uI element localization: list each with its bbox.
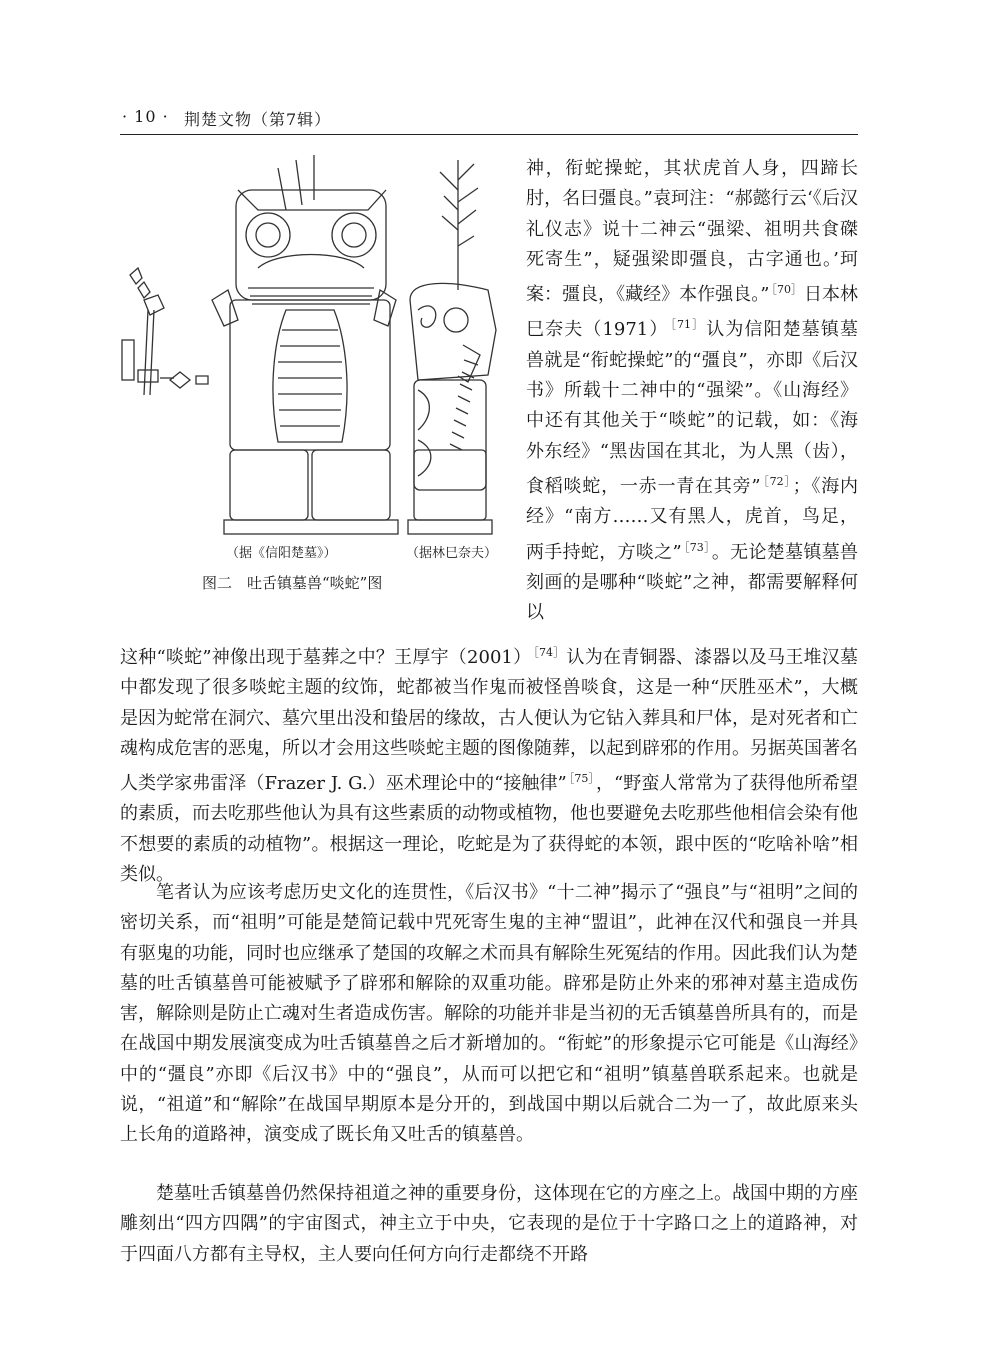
running-header [122, 104, 858, 132]
body-paragraph-1-continued [120, 638, 858, 890]
front-view-drawing [212, 155, 398, 534]
text-run: ，“野蛮人常常为了获得他所希望的素质，而去吃那些他认为具有这些素质的动物或植物，他也要避免去吃那些他相信会染有他不想要的素质的动植物”。根据这一理论，吃蛇是为了获得蛇的本领，跟中医的“吃啥补啥”相类似。 [120, 773, 859, 886]
figure-2 [118, 150, 520, 600]
body-paragraph-3: 楚墓吐舌镇墓兽仍然保持祖道之神的重要身份，这体现在它的方座之上。战国中期的方座雕刻出“四方四隅”的宇宙图式，神主立于中央，它表现的是位于十字路口之上的道路神，对于四面八方都有主导权，主人要向任何方向行走都绕不开路 [120, 1183, 858, 1265]
text-run: 这种“啖蛇”神像出现于墓葬之中？王厚宇（2001） [120, 647, 532, 668]
reference-marker: ［74］ [533, 646, 565, 659]
figure-credit-right: （据林巳奈夫） [406, 546, 498, 561]
tomb-guardian-illustration [118, 150, 520, 540]
side-fragment-drawing [122, 268, 208, 395]
text-run: 日本林巳奈夫（1971） [526, 284, 859, 341]
text-run: 神，衔蛇操蛇，其状虎首人身，四蹄长肘，名曰彊良。”袁珂注：“郝懿行云‘《后汉礼仪志》说十二神云“强梁、祖明共食磔死寄生”，疑强梁即彊良，古字通也。’珂案：彊良，《藏经》本作强良。” [526, 158, 858, 306]
figure-caption: 图二 吐舌镇墓兽“啖蛇”图 [202, 574, 383, 592]
body-paragraph-2: 笔者认为应该考虑历史文化的连贯性，《后汉书》“十二神”揭示了“强良”与“祖明”之间的密切关系，而“祖明”可能是楚简记载中咒死寄生鬼的主神“盟诅”，此神在汉代和强良一并具有驱鬼的功能，同时也应继承了楚国的攻解之术而具有解除生死冤结的作用。因此我们认为楚墓的吐舌镇墓兽可能被赋予了辟邪和解除的双重功能。辟邪是防止外来的邪神对墓主造成伤害，解除则是防止亡魂对生者造成伤害。解除的功能并非是当初的无舌镇墓兽所具有的，而是在战国中期发展演变成为吐舌镇墓兽之后才新增加的。“衔蛇”的形象提示它可能是《山海经》中的“彊良”亦即《后汉书》中的“强良”，从而可以把它和“祖明”镇墓兽联系起来。也就是说，“祖道”和“解除”在战国早期原本是分开的，到战国中期以后就合二为一了，故此原来头上长角的道路神，演变成了既长角又吐舌的镇墓兽。 [120, 882, 858, 1146]
text-run: 认为信阳楚墓镇墓兽就是“衔蛇操蛇”的“彊良”，亦即《后汉书》所载十二神中的“强梁”。《山海经》中还有其他关于“啖蛇”的记载，如：《海外东经》“黑齿国在其北，为人黑（齿），食稻啖蛇，一赤一青在其旁” [526, 319, 859, 497]
reference-marker: ［75］ [568, 772, 594, 786]
figure-credit-left: （据《信阳楚墓》） [226, 546, 337, 561]
page-number: · 10 · [122, 107, 169, 126]
reference-marker: ［71］ [670, 318, 705, 332]
side-column-text [526, 154, 858, 638]
text-run: ；《海内经》“南方……又有黑人，虎首，鸟足，两手持蛇，方啖之” [526, 475, 859, 563]
reference-marker: ［70］ [771, 283, 802, 297]
reference-marker: ［72］ [762, 474, 791, 488]
header-rule [120, 134, 858, 135]
text-run: 认为在青铜器、漆器以及马王堆汉墓中都发现了很多啖蛇主题的纹饰，蛇都被当作鬼而被怪兽啖食，这是一种“厌胜巫术”，大概是因为蛇常在洞穴、墓穴里出没和蛰居的缘故，古人便认为它钻入葬具和尸体，是对死者和亡魂构成危害的恶鬼，所以才会用这些啖蛇主题的图像随葬，以起到辟邪的作用。另据英国著名人类学家弗雷泽（Frazer J. G.）巫术理论中的“接触律” [120, 647, 859, 795]
reference-marker: ［73］ [683, 540, 710, 554]
side-view-drawing [408, 160, 496, 534]
journal-title: 荆楚文物（第7辑） [184, 110, 332, 129]
text-run: 。无论楚墓镇墓兽刻画的是哪种“啖蛇”之神，都需要解释何以 [526, 541, 859, 624]
